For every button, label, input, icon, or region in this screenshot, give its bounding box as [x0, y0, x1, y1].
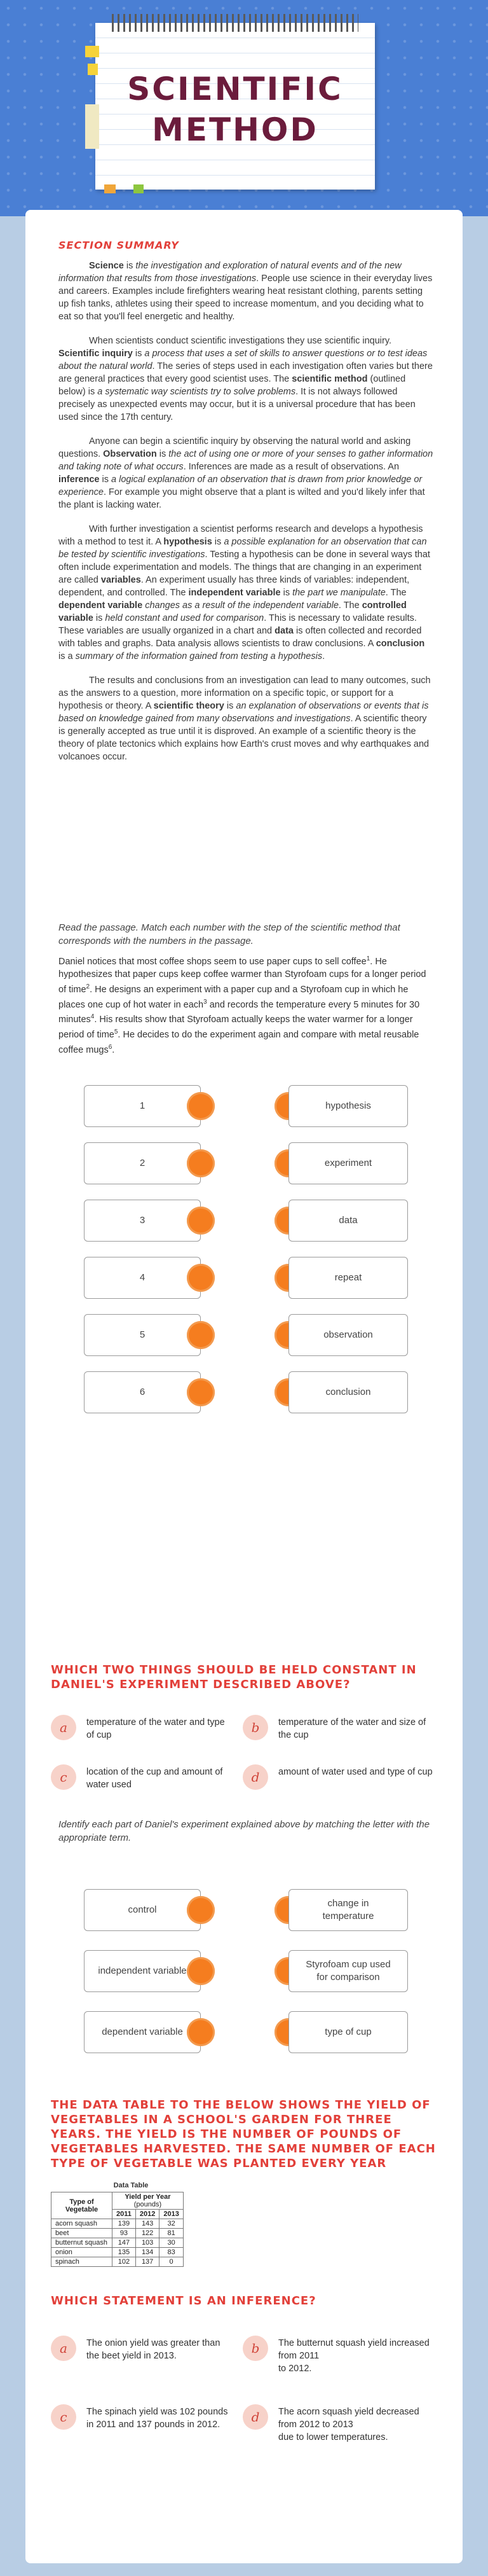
yield-label: Yield per Year: [125, 2193, 171, 2201]
yield-cell: 139: [112, 2219, 136, 2229]
match-left-item[interactable]: 2: [84, 1142, 201, 1184]
match-right-item[interactable]: conclusion: [288, 1371, 408, 1413]
table-row: [51, 2238, 184, 2248]
match-connector-dot[interactable]: [187, 1957, 215, 1985]
vegetable-cell: butternut squash: [51, 2238, 112, 2248]
summary-paragraph: Anyone can begin a scientific inquiry by observing the natural world and asking questions. Observation is the act of using one or more of your senses to gather information and taking note of what occurs. Inferences are made as a result of observations. An inference is a logical explanation of an observation that is drawn from prior knowledge or experience. For example you might observe that a plant is wilted and you'd likely infer that the plant is lacking water.: [58, 436, 433, 510]
match-left-item[interactable]: 6: [84, 1371, 201, 1413]
match-right-item[interactable]: change in temperature: [288, 1889, 408, 1931]
content-card: [25, 210, 463, 2563]
col-header-type: Type of Vegetable: [51, 2192, 112, 2219]
match-right-item[interactable]: Styrofoam cup used for comparison: [288, 1950, 408, 1992]
daniel-passage: Daniel notices that most coffee shops seem to use paper cups to sell coffee$^1$. He hypothesizes that paper cups keep coffee warmer than Styrofoam cups for a longer period of time$^2$. He designs an experiment with a paper cup and a Styrofoam cup in which he places one cup of hot water in each$^3$ and records the temperature every 5 minutes for 30 minutes$^4$. His results show that Styrofoam actually keeps the water warmer for a longer period of time$^5$. He decides to do the experiment again and compare with metal reusable coffee mugs$^6$.: [58, 955, 426, 1055]
match-connector-dot[interactable]: [187, 1896, 215, 1924]
sticky-tab: [133, 184, 144, 193]
year-header: 2012: [135, 2210, 159, 2219]
notepad-illustration: [95, 23, 375, 190]
match-right-item[interactable]: type of cup: [288, 2011, 408, 2053]
option-letter[interactable]: b: [243, 2336, 268, 2361]
question-heading: WHICH TWO THINGS SHOULD BE HELD CONSTANT IN DANIEL'S EXPERIMENT DESCRIBED ABOVE?: [51, 1663, 417, 1691]
sticky-tab: [104, 184, 116, 193]
match-left-item[interactable]: 5: [84, 1314, 201, 1356]
question-heading: WHICH STATEMENT IS AN INFERENCE?: [51, 2294, 316, 2308]
match-right-item[interactable]: experiment: [288, 1142, 408, 1184]
table-row: [51, 2219, 184, 2229]
table-row: [51, 2257, 184, 2267]
yield-cell: 137: [135, 2257, 159, 2267]
match-connector-dot[interactable]: [187, 1378, 215, 1406]
yield-unit: (pounds): [133, 2201, 162, 2208]
match-connector-dot[interactable]: [187, 1207, 215, 1235]
table-row: [51, 2229, 184, 2238]
match-left-item[interactable]: dependent variable: [84, 2011, 201, 2053]
option-text[interactable]: The spinach yield was 102 pounds in 2011 and 137 pounds in 2012.: [86, 2407, 228, 2430]
vegetable-cell: onion: [51, 2248, 112, 2257]
match-right-item[interactable]: observation: [288, 1314, 408, 1356]
vegetable-cell: beet: [51, 2229, 112, 2238]
question-heading: THE DATA TABLE TO THE BELOW SHOWS THE YIELD OF VEGETABLES IN A SCHOOL'S GARDEN FOR THREE YEARS. THE YIELD IS THE NUMBER OF POUNDS OF VEGETABLES HARVESTED. THE SAME NUMBER OF EACH TYPE OF VEGETABLE WAS PLANTED EVERY YEAR: [51, 2098, 436, 2170]
summary-paragraph: The results and conclusions from an investigation can lead to many outcomes, such as the answers to a question, more information on a specific topic, or support for a hypothesis or theory. A scientific theory is an explanation of observations or events that is based on knowledge gained from many observations and investigations. A scientific theory is generally accepted as true until it is disproved. An example of a scientific theory is the theory of plate tectonics which explains how Earth's crust moves and why earthquakes and volcanoes occur.: [58, 675, 431, 762]
col-header-yield: [112, 2192, 184, 2210]
option-text[interactable]: temperature of the water and size of the cup: [278, 1717, 426, 1740]
yield-cell: 143: [135, 2219, 159, 2229]
option-text[interactable]: location of the cup and amount of water used: [86, 1767, 223, 1790]
summary-paragraph: Science is the investigation and exploration of natural events and of the new information that results from those investigations. People use science in their everyday lives and careers. Examples include firefighters wearing heat resistant clothing, parents setting up fish tanks, athletes using their speed to increase momentum, and you deciding what to eat so that you'll feel energetic and healthy.: [58, 261, 433, 322]
matching-instructions: Read the passage. Match each number with the step of the scientific method that corresponds with the numbers in the passage.: [58, 922, 400, 946]
yield-cell: 102: [112, 2257, 136, 2267]
yield-data-table: [51, 2192, 184, 2267]
yield-cell: 32: [159, 2219, 183, 2229]
match-connector-dot[interactable]: [187, 1321, 215, 1349]
yield-cell: 122: [135, 2229, 159, 2238]
sticky-tab: [85, 46, 99, 57]
option-letter[interactable]: d: [243, 2404, 268, 2430]
match-left-item[interactable]: 1: [84, 1085, 201, 1127]
option-text[interactable]: amount of water used and type of cup: [278, 1767, 433, 1777]
matching-instructions: Identify each part of Daniel's experiment explained above by matching the letter with the appropriate term.: [58, 1819, 430, 1843]
option-letter[interactable]: b: [243, 1715, 268, 1740]
year-header: 2011: [112, 2210, 136, 2219]
yield-cell: 81: [159, 2229, 183, 2238]
option-text[interactable]: The acorn squash yield decreased from 2012 to 2013 due to lower temperatures.: [278, 2407, 419, 2442]
yield-cell: 135: [112, 2248, 136, 2257]
match-left-item[interactable]: 4: [84, 1257, 201, 1299]
option-text[interactable]: The onion yield was greater than the beet yield in 2013.: [86, 2338, 220, 2361]
match-left-item[interactable]: 3: [84, 1200, 201, 1242]
match-right-item[interactable]: repeat: [288, 1257, 408, 1299]
table-body: [51, 2219, 184, 2267]
yield-cell: 103: [135, 2238, 159, 2248]
match-connector-dot[interactable]: [187, 1264, 215, 1292]
page-title: SCIENTIFIC METHOD: [127, 71, 343, 148]
match-left-item[interactable]: control: [84, 1889, 201, 1931]
section-summary-text: [58, 260, 433, 775]
yield-cell: 93: [112, 2229, 136, 2238]
option-letter[interactable]: c: [51, 2404, 76, 2430]
table-caption: Data Table: [113, 2182, 149, 2189]
header-banner: [0, 0, 488, 216]
match-connector-dot[interactable]: [187, 1092, 215, 1120]
yield-cell: 134: [135, 2248, 159, 2257]
yield-cell: 147: [112, 2238, 136, 2248]
match-left-item[interactable]: independent variable: [84, 1950, 201, 1992]
match-connector-dot[interactable]: [187, 2018, 215, 2046]
section-summary-heading: SECTION SUMMARY: [58, 239, 179, 251]
option-letter[interactable]: d: [243, 1764, 268, 1790]
yield-cell: 0: [159, 2257, 183, 2267]
spiral-binding: [112, 14, 358, 32]
summary-paragraph: With further investigation a scientist performs research and develops a hypothesis with a method to test it. A hypothesis is a possible explanation for an observation that can be tested by scientific investigations. Testing a hypothesis can be done in several ways that often include experimentation and models. The things that are changing in an experiment are called variables. An experiment usually has three kinds of variables: independent, dependent, and controlled. The independent variable is the part we manipulate. The dependent variable changes as a result of the independent variable. The controlled variable is held constant and used for comparison. This is necessary to validate results. These variables are usually organized in a chart and data is often collected and recorded with tables and graphs. Data analysis allows scientists to draw conclusions. A conclusion is a summary of the information gained from testing a hypothesis.: [58, 524, 430, 661]
option-letter[interactable]: a: [51, 1715, 76, 1740]
year-header: 2013: [159, 2210, 183, 2219]
option-text[interactable]: temperature of the water and type of cup: [86, 1717, 225, 1740]
match-right-item[interactable]: hypothesis: [288, 1085, 408, 1127]
option-letter[interactable]: c: [51, 1764, 76, 1790]
vegetable-cell: acorn squash: [51, 2219, 112, 2229]
option-letter[interactable]: a: [51, 2336, 76, 2361]
option-text[interactable]: The butternut squash yield increased from 2011 to 2012.: [278, 2338, 430, 2374]
match-right-item[interactable]: data: [288, 1200, 408, 1242]
yield-cell: 83: [159, 2248, 183, 2257]
table-row: [51, 2248, 184, 2257]
summary-paragraph: When scientists conduct scientific investigations they use scientific inquiry. Scientific inquiry is a process that uses a set of skills to answer questions or to test ideas about the natural world. The series of steps used in each investigation often varies but there are general practices that every good scientist uses. The scientific method (outlined below) is a systematic way scientists try to solve problems. It is not always followed precisely as unexpected events may occur, but it is a universal procedure that has been used since the 17th century.: [58, 336, 433, 422]
vegetable-cell: spinach: [51, 2257, 112, 2267]
yield-cell: 30: [159, 2238, 183, 2248]
match-connector-dot[interactable]: [187, 1149, 215, 1177]
